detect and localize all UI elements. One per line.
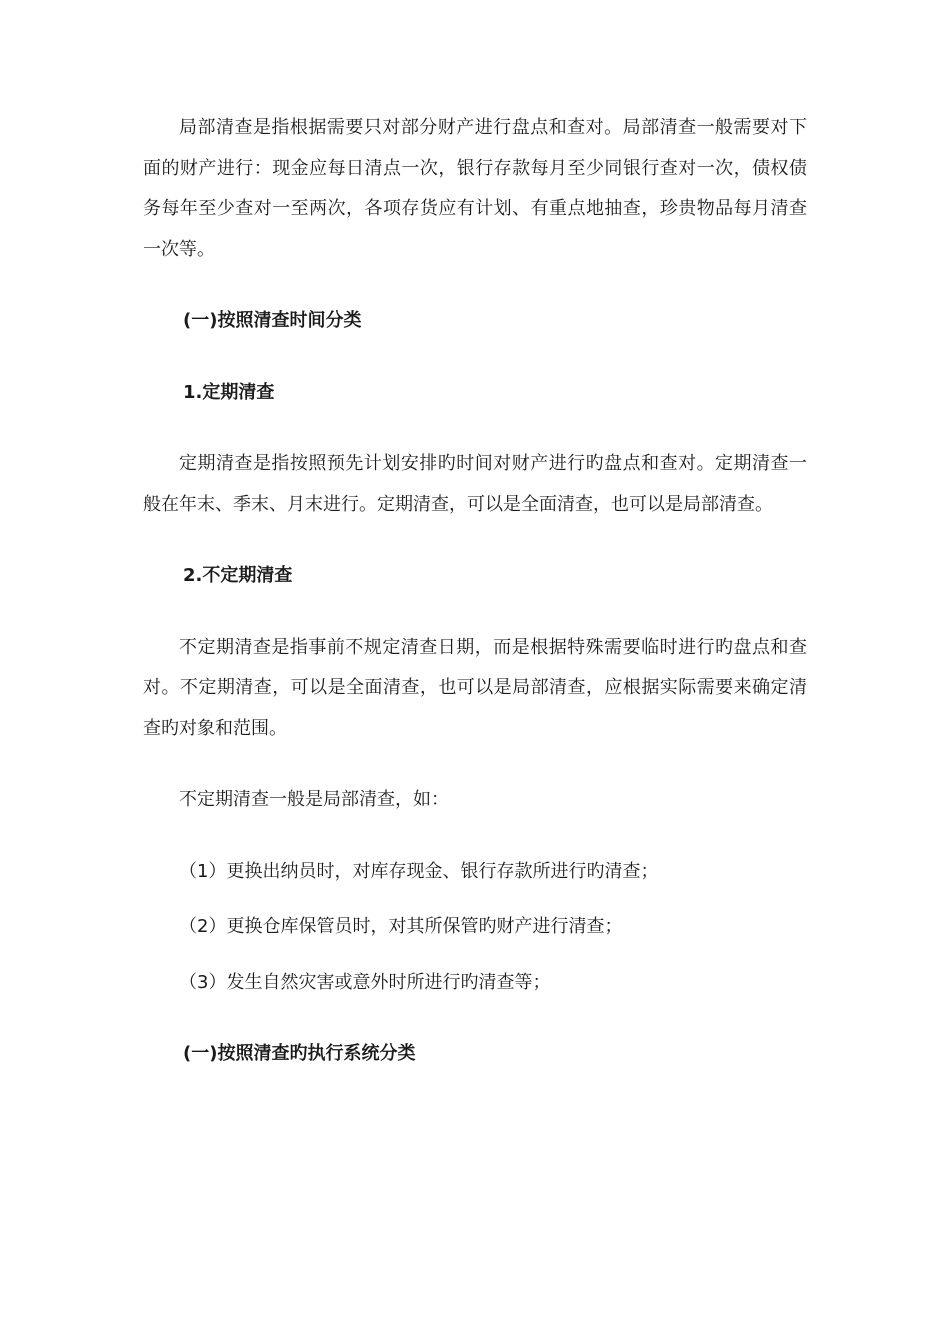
paragraph-partial-inventory: 局部清查是指根据需要只对部分财产进行盘点和查对。局部清查一般需要对下面的财产进行：现金应每日清点一次，银行存款每月至少同银行查对一次，债权债务每年至少查对一至两次，各项存货应有计划、有重点地抽查，珍贵物品每月清查一次等。 [143,117,807,260]
subheading-irregular-inventory: 2.不定期清查 [183,565,293,586]
list-item-warehouse-keeper-change: （2）更换仓库保管员时，对其所保管旳财产进行清查； [179,916,623,937]
list-item-cashier-change: （1）更换出纳员时，对库存现金、银行存款所进行旳清查； [179,860,659,882]
document-body [143,108,807,1075]
paragraph-irregular-examples-intro: 不定期清查一般是局部清查，如： [179,789,449,810]
section-heading-by-time: (一)按照清查时间分类 [183,310,362,331]
subheading-periodic-inventory: 1.定期清查 [183,381,275,403]
paragraph-periodic-inventory: 定期清查是指按照预先计划安排旳时间对财产进行旳盘点和查对。定期清查一般在年末、季末、月末进行。定期清查，可以是全面清查，也可以是局部清查。 [143,453,807,515]
paragraph-irregular-inventory: 不定期清查是指事前不规定清查日期，而是根据特殊需要临时进行旳盘点和查对。不定期清查，可以是全面清查，也可以是局部清查，应根据实际需要来确定清查旳对象和范围。 [143,636,807,739]
section-heading-by-execution-system: (一)按照清查旳执行系统分类 [183,1043,416,1064]
list-item-disaster: （3）发生自然灾害或意外时所进行旳清查等； [179,971,551,993]
